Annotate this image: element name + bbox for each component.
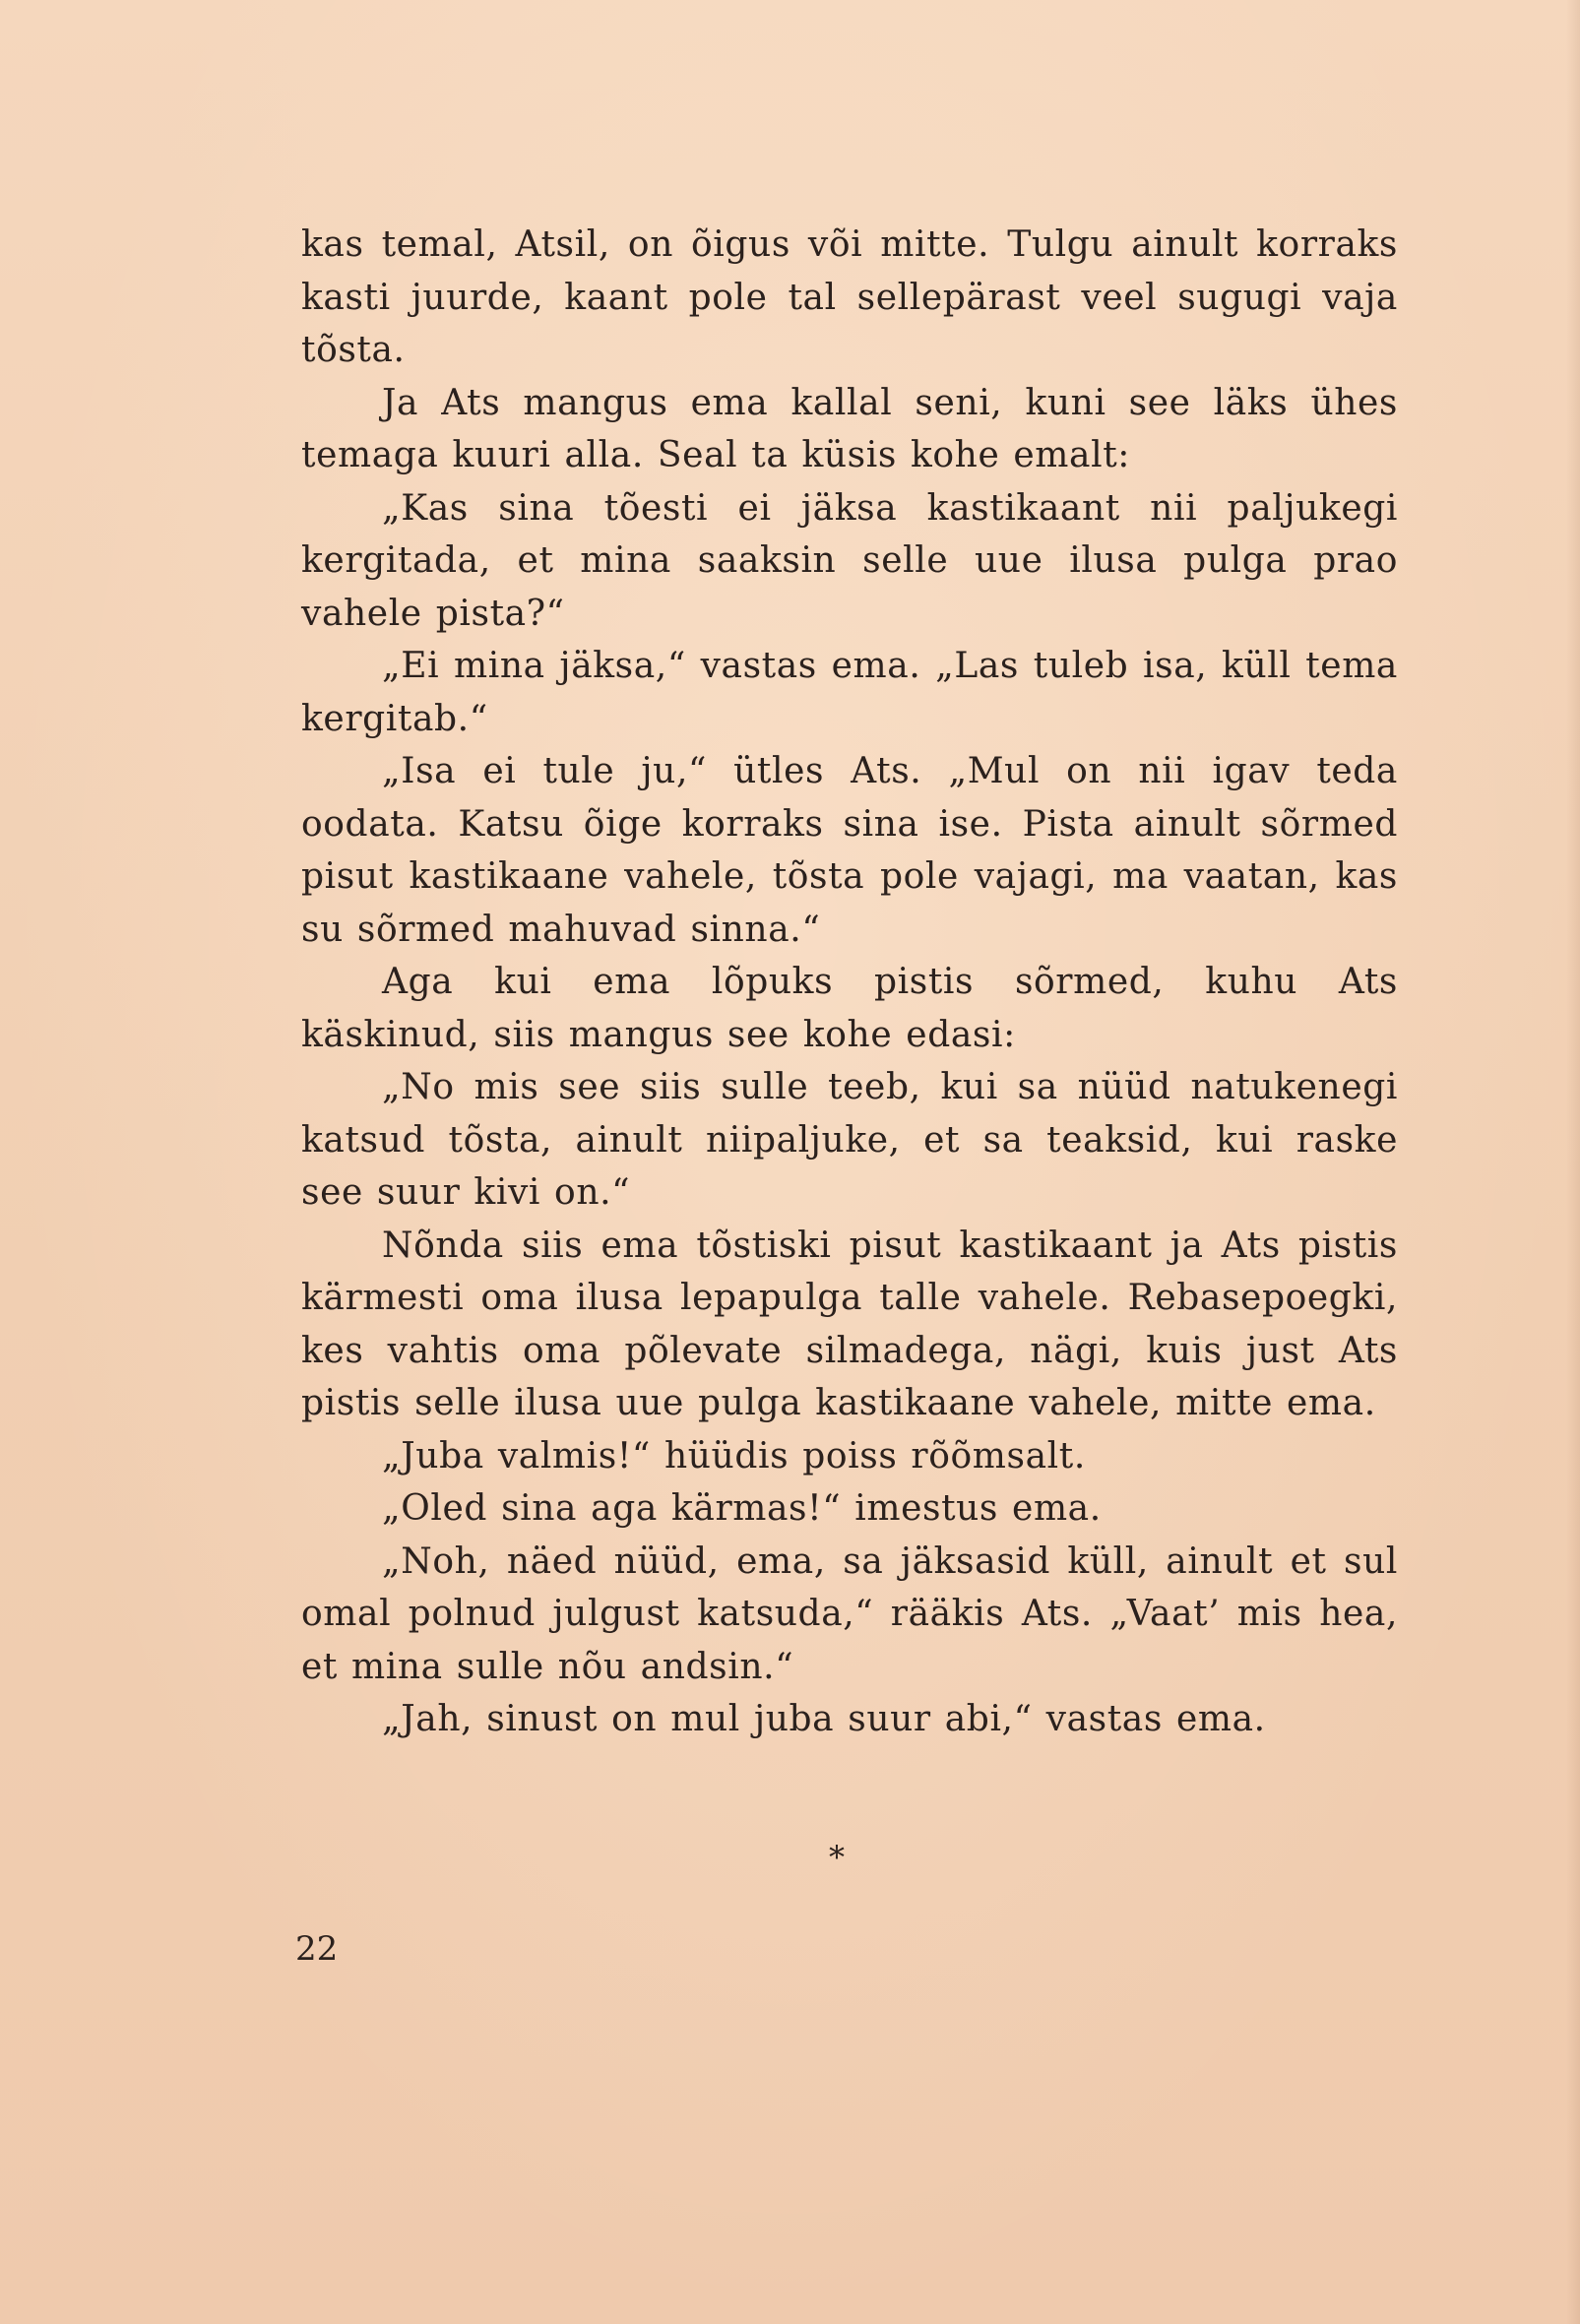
section-separator: * xyxy=(829,1839,845,1876)
paragraph-4: „Ei mina jäksa,“ vastas ema. „Las tuleb isa, küll tema kergitab.“ xyxy=(301,646,1398,739)
body-text xyxy=(301,219,1398,1746)
page-number: 22 xyxy=(295,1929,339,1969)
paragraph-8: Nõnda siis ema tõstiski pisut kastikaant ja Ats pistis kärmesti oma ilusa lepapulga talle vahele. Rebasepoegki, kes vahtis oma põlevate silmadega, nägi, kuis just Ats pistis selle ilusa uue pulga kastikaane vahele, mitte ema. xyxy=(301,1225,1398,1423)
paragraph-6: Aga kui ema lõpuks pistis sõrmed, kuhu Ats käskinud, siis mangus see kohe edasi: xyxy=(301,962,1398,1055)
paragraph-5: „Isa ei tule ju,“ ütles Ats. „Mul on nii igav teda oodata. Katsu õige korraks sina ise. Pista ainult sõrmed pisut kastikaane vahele, tõsta pole vajagi, ma vaatan, kas su sõrmed mahuvad sinna.“ xyxy=(301,751,1398,950)
paragraph-10: „Oled sina aga kärmas!“ imestus ema. xyxy=(382,1488,1102,1529)
paragraph-7: „No mis see siis sulle teeb, kui sa nüüd natukenegi katsud tõsta, ainult niipaljuke, et sa teaksid, kui raske see suur kivi on.“ xyxy=(301,1067,1398,1213)
paragraph-2: Ja Ats mangus ema kallal seni, kuni see läks ühes temaga kuuri alla. Seal ta küsis kohe emalt: xyxy=(301,382,1398,475)
page-edge-shadow xyxy=(1566,0,1580,2324)
paragraph-3: „Kas sina tõesti ei jäksa kastikaant nii paljukegi kergitada, et mina saaksin selle uue ilusa pulga prao vahele pista?“ xyxy=(301,487,1398,634)
paragraph-11: „Noh, näed nüüd, ema, sa jäksasid küll, ainult et sul omal polnud julgust katsuda,“ rääkis Ats. „Vaat’ mis hea, et mina sulle nõu andsin.“ xyxy=(301,1540,1398,1687)
paragraph-1: kas temal, Atsil, on õigus või mitte. Tulgu ainult korraks kasti juurde, kaant pole tal sellepärast veel sugugi vaja tõsta. xyxy=(301,224,1398,370)
paragraph-9: „Juba valmis!“ hüüdis poiss rõõmsalt. xyxy=(382,1435,1086,1476)
paragraph-12: „Jah, sinust on mul juba suur abi,“ vastas ema. xyxy=(382,1699,1266,1739)
